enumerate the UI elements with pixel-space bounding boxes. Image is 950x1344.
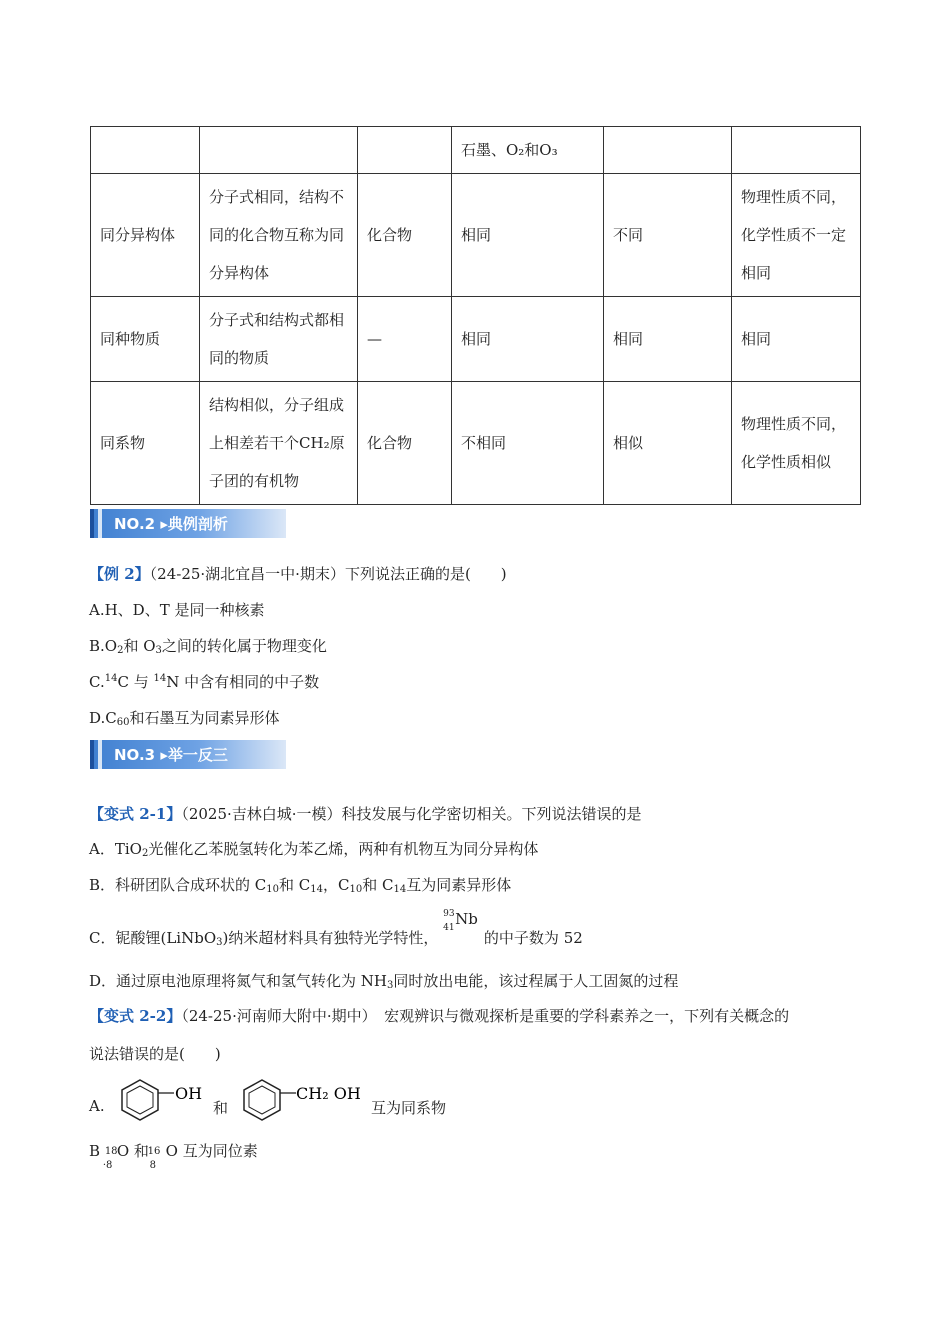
isotope-16-o — [147, 1140, 166, 1171]
option-text: 互为同素异形体 — [406, 876, 512, 894]
hydroxyl-label: OH — [175, 1084, 203, 1103]
table-cell: 物理性质不同，化学性质不一定相同 — [732, 174, 861, 297]
mass-number: 16 — [147, 1146, 161, 1157]
option-text: B — [89, 1142, 101, 1160]
example2-question — [89, 563, 507, 584]
option-text: C. — [89, 673, 105, 691]
option-text: 同时放出电能，该过程属于人工固氮的过程 — [393, 972, 679, 990]
option-text: B．科研团队合成环状的 C — [89, 876, 267, 894]
table-cell: 同种物质 — [91, 297, 200, 382]
option-text: 的中子数为 52 — [483, 929, 583, 947]
table-row — [91, 127, 861, 174]
phenol-structure — [108, 1072, 208, 1132]
variant-source: （2025·吉林白城·一模）科技发展与化学密切相关。下列说法错误的是 — [181, 805, 642, 823]
table-cell: 分子式和结构式都相同的物质 — [200, 297, 358, 382]
option-b — [89, 1140, 258, 1171]
option-text: 和 C — [362, 876, 394, 894]
section-header-no2 — [90, 509, 286, 538]
variant-tag: 【变式 2-1】 — [89, 805, 182, 823]
table-cell: 化合物 — [358, 174, 452, 297]
variant21-question — [89, 803, 642, 824]
and-text: 和 — [213, 1099, 229, 1117]
variant22-question-cont: 说法错误的是( ) — [89, 1045, 221, 1063]
element-symbol: Nb — [455, 910, 478, 928]
option-text: N 中含有相同的中子数 — [166, 673, 320, 691]
section-header-no3 — [90, 740, 286, 769]
option-a: A．TiO$_2$光催化乙苯脱氢转化为苯乙烯，两种有机物互为同分异构体 — [89, 840, 539, 859]
option-text: ，C — [323, 876, 350, 894]
variant-source: （24-25·河南师大附中·期中） 宏观辨识与微观探析是重要的学科素养之一，下列有关概念的 — [181, 1007, 790, 1025]
table-cell: 相同 — [452, 174, 604, 297]
niobium-nuclide — [443, 909, 479, 949]
chemical-formula: CH₂ — [299, 434, 330, 452]
ch2oh-label: CH₂ OH — [296, 1084, 361, 1103]
table-cell — [732, 127, 861, 174]
section-title: NO.3 ▸举一反三 — [114, 746, 228, 764]
atomic-number: 41 — [443, 923, 455, 933]
option-d: D．通过原电池原理将氮气和氢气转化为 $NH_3$同时放出电能，该过程属于人工固氮的过程 — [89, 972, 679, 991]
table-cell — [200, 382, 358, 505]
table-cell: 石墨、O₂和O₃ — [452, 127, 604, 174]
option-text: 和石墨互为同素异形体 — [129, 709, 280, 727]
atomic-number: 8 — [149, 1160, 157, 1171]
option-text: C．铌酸锂(LiNbO — [89, 929, 217, 947]
table-cell: 同分异构体 — [91, 174, 200, 297]
table-row — [91, 297, 861, 382]
table-cell: 相同 — [732, 297, 861, 382]
variant-tag: 【变式 2-2】 — [89, 1007, 182, 1025]
example-source: （24-25·湖北宜昌一中·期末）下列说法正确的是( ) — [149, 565, 507, 583]
comparison-table — [90, 126, 861, 505]
table-row — [91, 174, 861, 297]
option-b: $B.O_2$和 $O_3$之间的转化属于物理变化 — [89, 637, 327, 656]
table-cell: 化合物 — [358, 382, 452, 505]
atomic-number: ·8 — [102, 1160, 113, 1171]
option-text: )纳米超材料具有独特光学特性， — [222, 929, 439, 947]
table-cell — [91, 127, 200, 174]
cell-text: 原子团的有机物 — [209, 434, 345, 490]
table-cell: 相同 — [604, 297, 732, 382]
option-d: $D.C_{60}$和石墨互为同素异形体 — [89, 709, 280, 728]
table-cell — [604, 127, 732, 174]
option-text: O 互为同位素 — [165, 1142, 258, 1160]
table-cell: 分子式相同，结构不同的化合物互称为同分异构体 — [200, 174, 358, 297]
table-cell: 不相同 — [452, 382, 604, 505]
table-cell: — — [358, 297, 452, 382]
option-text: 之间的转化属于物理变化 — [161, 637, 327, 655]
option-b: B．科研团队合成环状的 $C_{10}$和 $C_{14}$，$C_{10}$和 $C_{14}$互为同素异形体 — [89, 876, 512, 895]
option-text: A．TiO — [89, 840, 142, 858]
cell-text: 结构相似，分子组成上相差若干个 — [209, 396, 345, 452]
option-text: 和 O — [123, 637, 156, 655]
option-a: A.H、D、T 是同一种核素 — [89, 601, 265, 619]
variant22-question — [89, 1005, 789, 1026]
option-text: 和 C — [279, 876, 311, 894]
option-text: 光催化乙苯脱氢转化为苯乙烯，两种有机物互为同分异构体 — [148, 840, 539, 858]
table-cell: 不同 — [604, 174, 732, 297]
section-title: NO.2 ▸典例剖析 — [114, 515, 228, 533]
table-cell: 同系物 — [91, 382, 200, 505]
table-cell — [200, 127, 358, 174]
option-c: C．铌酸锂(LiNbO$_3$)纳米超材料具有独特光学特性， 93 41 Nb 的中子数为 52 — [89, 909, 583, 948]
option-a-prefix: A. — [89, 1097, 105, 1115]
table-cell: 相同 — [452, 297, 604, 382]
option-text: O 和 — [116, 1142, 149, 1160]
option-text: D．通过原电池原理将氮气和氢气转化为 NH — [89, 972, 388, 990]
isotope-18-o — [102, 1140, 118, 1171]
table-row — [91, 382, 861, 505]
mass-number: 93 — [443, 909, 455, 919]
benzyl-alcohol-structure — [236, 1072, 366, 1132]
table-cell: 相似 — [604, 382, 732, 505]
option-a-suffix: 互为同系物 — [371, 1099, 447, 1117]
option-text: D.C — [89, 709, 117, 727]
mass-number: 18 — [104, 1146, 118, 1157]
example-tag: 【例 2】 — [89, 565, 150, 583]
table-cell: 物理性质不同，化学性质相似 — [732, 382, 861, 505]
table-cell — [358, 127, 452, 174]
option-c: C.$^{14}$C 与 $^{14}$N 中含有相同的中子数 — [89, 673, 320, 691]
option-text: B.O — [89, 637, 118, 655]
option-text: C 与 — [117, 673, 154, 691]
